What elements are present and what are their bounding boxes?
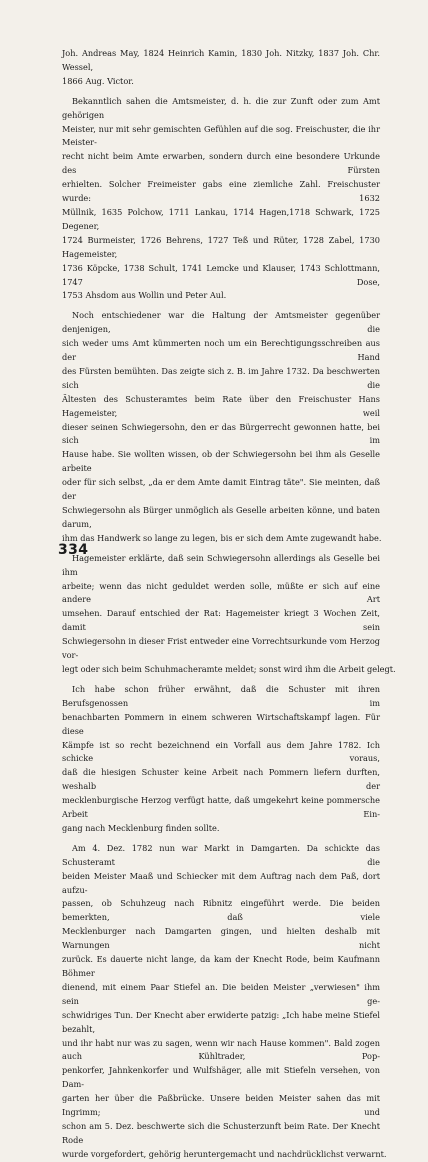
text-line: arbeite; wenn das nicht geduldet werden solle, müßte er sich auf eine andere Art [62, 580, 380, 605]
text-line: 1736 Köpcke, 1738 Schult, 1741 Lemcke und Klauser, 1743 Schlottmann, 1747 Dose, [62, 262, 380, 287]
text-line: erhielten. Solcher Freimeister gabs eine ziemliche Zahl. Freischuster wurde: 1632 [62, 179, 380, 204]
text-line: benachbarten Pommern in einem schweren Wirtschaftskampf lagen. Für diese [62, 711, 380, 736]
text-line: schon am 5. Dez. beschwerte sich die Schusterzunft beim Rate. Der Knecht Rode [62, 1120, 380, 1145]
paragraph [62, 47, 380, 89]
text-line: des Fürsten bemühten. Das zeigte sich z. B. im Jahre 1732. Da beschwerten sich die [62, 365, 380, 390]
text-line: Bekanntlich sahen die Amtsmeister, d. h. die zur Zunft oder zum Amt gehörigen [62, 95, 380, 120]
text-line: legt oder sich beim Schuhmacheramte meldet; sonst wird ihm die Arbeit gelegt. [62, 663, 396, 674]
text-line: recht nicht beim Amte erwarben, sondern durch eine besondere Urkunde des Fürsten [62, 151, 380, 176]
text-line: garten her über die Paßbrücke. Unsere beiden Meister sahen das mit Ingrimm; und [62, 1093, 380, 1118]
paragraph [62, 842, 387, 1162]
text-line: Noch entschiedener war die Haltung der Amtsmeister gegenüber denjenigen, die [62, 310, 380, 335]
text-line: wurde vorgefordert, gehörig heruntergemacht und nachdrücklichst verwarnt. [62, 1148, 387, 1159]
text-line: mecklenburgische Herzog verfügt hatte, daß umgekehrt keine pommersche Arbeit Ein- [62, 795, 380, 820]
text-line: ihm das Handwerk so lange zu legen, bis er sich dem Amte zugewandt habe. [62, 532, 382, 543]
text-line: penkorfer, Jahnkenkorfer und Wulfshäger, alle mit Stiefeln versehen, von Dam- [62, 1065, 380, 1090]
text-line: zurück. Es dauerte nicht lange, da kam der Knecht Rode, beim Kaufmann Böhmer [62, 954, 380, 978]
text-line: 1724 Burmeister, 1726 Behrens, 1727 Teß und Rüter, 1728 Zabel, 1730 Hagemeister, [62, 234, 380, 259]
text-line: schwidriges Tun. Der Knecht aber erwiderte patzig: „Ich habe meine Stiefel bezahlt, [62, 1009, 380, 1034]
text-line: 1866 Aug. Victor. [62, 75, 134, 86]
text-line: oder für sich selbst, „da er dem Amte damit Eintrag täte". Sie meinten, daß der [62, 477, 380, 502]
text-line: und ihr habt nur was zu sagen, wenn wir nach Hause kommen". Bald zogen auch Kühltrader, Pop- [62, 1037, 380, 1062]
text-line: Hause habe. Sie wollten wissen, ob der Schwiegersohn bei ihm als Geselle arbeite [62, 449, 380, 474]
paragraph [62, 552, 396, 677]
paragraph [62, 683, 380, 836]
text-line: Müllnik, 1635 Polchow, 1711 Lankau, 1714 Hagen,1718 Schwark, 1725 Degener, [62, 206, 380, 231]
paragraph [62, 309, 380, 545]
text-line: umsehen. Darauf entschied der Rat: Hagemeister kriegt 3 Wochen Zeit, damit sein [62, 608, 380, 633]
text-line: dienend, mit einem Paar Stiefel an. Die beiden Meister „verwiesen" ihm sein ge- [62, 981, 380, 1006]
text-line: Am 4. Dez. 1782 nun war Markt in Damgarten. Da schickte das Schusteramt die [62, 842, 380, 867]
text-line: Schwiegersohn in dieser Frist entweder eine Vorrechtsurkunde vom Herzog vor- [62, 636, 380, 661]
page-body-text [62, 47, 396, 1162]
text-line: 1753 Ahsdom aus Wollin und Peter Aul. [62, 290, 227, 301]
text-line: gang nach Mecklenburg finden sollte. [62, 822, 220, 833]
text-line: daß die hiesigen Schuster keine Arbeit nach Pommern liefern durften, weshalb der [62, 767, 380, 792]
text-line: Ich habe schon früher erwähnt, daß die Schuster mit ihren Berufsgenossen im [62, 683, 380, 708]
text-line: Hagemeister erklärte, daß sein Schwiegersohn allerdings als Geselle bei ihm [62, 552, 380, 577]
text-line: beiden Meister Maaß und Schiecker mit dem Auftrag nach dem Paß, dort aufzu- [62, 870, 380, 895]
text-line: Schwiegersohn als Bürger unmöglich als Geselle arbeiten könne, und baten darum, [62, 505, 380, 529]
text-line: Joh. Andreas May, 1824 Heinrich Kamin, 1830 Joh. Nitzky, 1837 Joh. Chr. Wessel, [62, 48, 380, 72]
text-line: passen, ob Schuhzeug nach Ribnitz eingeführt werde. Die beiden bemerkten, daß viele [62, 898, 380, 923]
text-line: Meister, nur mit sehr gemischten Gefühlen auf die sog. Freischuster, die ihr Meister- [62, 123, 380, 148]
paragraph [62, 95, 380, 304]
text-line: Mecklenburger nach Damgarten gingen, und hielten deshalb mit Warnungen nicht [62, 926, 380, 951]
text-line: Ältesten des Schusteramtes beim Rate über den Freischuster Hans Hagemeister, weil [62, 393, 380, 418]
text-line: Kämpfe ist so recht bezeichnend ein Vorfall aus dem Jahre 1782. Ich schicke voraus, [62, 739, 380, 764]
text-line: dieser seinen Schwiegersohn, den er das Bürgerrecht gewonnen hatte, bei sich im [62, 421, 380, 446]
page-number: 334 [58, 542, 89, 558]
text-line: sich weder ums Amt kümmerten noch um ein Berechtigungsschreiben aus der Hand [62, 338, 380, 363]
